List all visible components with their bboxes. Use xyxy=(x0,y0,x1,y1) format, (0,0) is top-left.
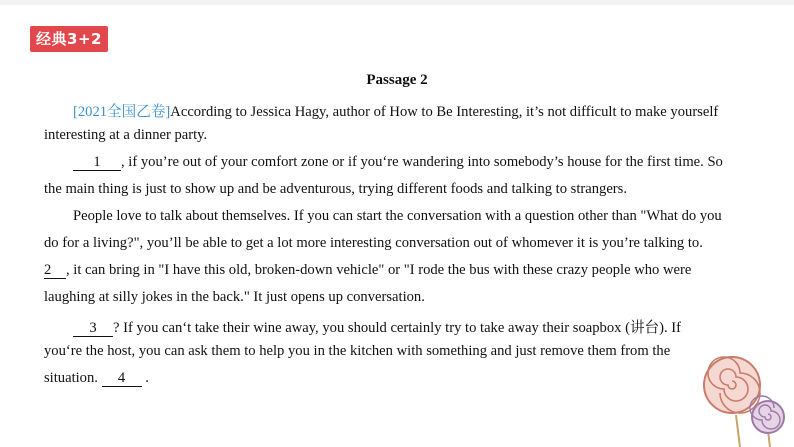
passage-title: Passage 2 xyxy=(366,72,428,88)
exam-source: [2021全国乙卷] xyxy=(73,104,171,120)
blank-4: 4 xyxy=(102,371,142,387)
para2-line2: the main thing is just to show up and be adventurous, trying different foods and talking to strangers. xyxy=(44,181,627,197)
blank-2: 2 xyxy=(44,263,66,279)
lollipop-decoration xyxy=(690,345,794,447)
para2-line1-text: , if you’re out of your comfort zone or if you‘re wandering into somebody’s house for the first time. So xyxy=(121,154,723,170)
para1-line1 xyxy=(73,100,718,121)
para1-line1-text: According to Jessica Hagy, author of How to Be Interesting, it’s not difficult to make yourself xyxy=(170,104,719,120)
para3-line3-text: , it can bring in "I have this old, broken-down vehicle" or "I rode the bus with these crazy people who were xyxy=(66,262,692,278)
top-strip xyxy=(0,0,794,5)
para4-line3 xyxy=(44,370,149,387)
para4-line2: you‘re the host, you can ask them to help you in the kitchen with something and just remove them from the xyxy=(44,343,671,359)
para4-line1-text: ? If you can‘t take their wine away, you should certainly try to take away their soapbox (讲台). If xyxy=(113,320,682,336)
lollipop-small-icon xyxy=(750,396,784,447)
para1-line2: interesting at a dinner party. xyxy=(44,127,208,143)
blank-1: 1 xyxy=(73,155,121,171)
para4-line1 xyxy=(73,316,681,337)
para3-line4: laughing at silly jokes in the back." It just opens up conversation. xyxy=(44,289,425,305)
para3-line1: People love to talk about themselves. If you can start the conversation with a question other than "What do you xyxy=(73,208,722,224)
para3-line3 xyxy=(44,262,691,279)
section-badge: 经典3+2 xyxy=(30,26,108,52)
para2-line1 xyxy=(73,154,723,171)
blank-3: 3 xyxy=(73,321,113,337)
para4-line3-start: situation. xyxy=(44,370,98,386)
para4-line3-end: . xyxy=(145,370,149,386)
para3-line2: do for a living?", you’ll be able to get a lot more interesting conversation out of whomever it is you’re talking to. xyxy=(44,235,703,251)
